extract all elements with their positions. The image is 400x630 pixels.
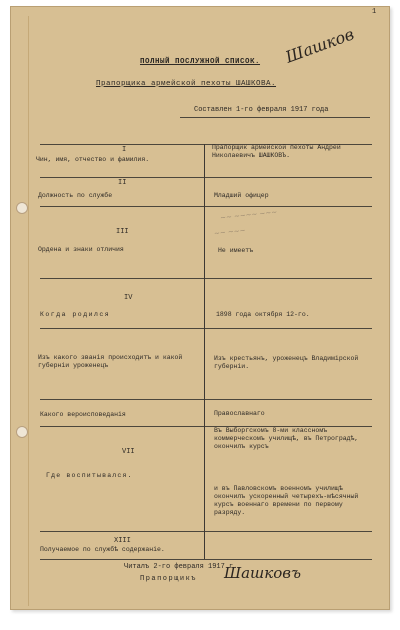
table-row-divider xyxy=(40,206,372,207)
row-label: Получаемое по службѣ содержаніе. xyxy=(40,546,165,553)
row-label: Где воспитывался. xyxy=(46,472,133,479)
row-label: Ордена и знаки отличия xyxy=(38,246,124,253)
row-value: Прапорщик армейской пехоты Андрей Николаевичъ ШАШКОВЪ. xyxy=(212,144,341,159)
footer-read-date: Читалъ 2-го февраля 1917 г. xyxy=(124,563,238,571)
row-numeral: XIII xyxy=(114,537,131,545)
document-subtitle: Прапорщика армейской пехоты ШАШКОВА. xyxy=(95,80,277,88)
row-value: Православнаго xyxy=(214,410,265,417)
row-value-continued: и въ Павловскомъ военномъ училищѣ окончилъ ускоренный четырехъ-мѣсячный курсъ военнаго времени по первому разряду. xyxy=(214,485,359,516)
faint-handwriting: ~~ ~~~ xyxy=(213,226,246,238)
document-page xyxy=(10,6,390,610)
top-signature: Шашков xyxy=(282,24,357,67)
row-value: Въ Выборгскомъ 8-ми классномъ коммерческомъ училищѣ, въ Петроградѣ, окончилъ курсъ xyxy=(214,427,359,450)
page-number: 1 xyxy=(372,8,377,16)
row-value: Изъ крестьянъ, уроженецъ Владимірской губерніи. xyxy=(214,355,359,370)
row-numeral: VII xyxy=(122,448,135,456)
row-label: Чин, имя, отчество и фамилия. xyxy=(36,156,150,163)
table-row-divider xyxy=(40,177,372,178)
table-row-divider xyxy=(40,531,372,532)
row-label: Должность по службе xyxy=(38,192,113,199)
table-row-divider xyxy=(40,278,372,279)
table-bottom-border xyxy=(40,559,372,560)
row-numeral: II xyxy=(118,179,127,187)
binding-hole xyxy=(16,202,28,214)
header-underline xyxy=(180,117,370,118)
row-value: 1898 года октября 12-го. xyxy=(216,311,310,318)
table-row-divider xyxy=(40,399,372,400)
row-label: Изъ какого званія происходитъ и какой губерніи уроженецъ xyxy=(38,354,183,369)
row-label: Когда родился xyxy=(40,311,111,318)
row-numeral: III xyxy=(116,228,129,236)
document-title: ПОЛНЫЙ ПОСЛУЖНОЙ СПИСОК. xyxy=(139,58,261,66)
compiled-date: Составлен 1-го февраля 1917 года xyxy=(194,106,329,114)
page-fold xyxy=(18,16,29,606)
footer-signature: Шашковъ xyxy=(224,564,301,582)
faint-handwriting: ~~ ~~~~ ~~~ xyxy=(219,208,278,222)
row-value: Младший офицер xyxy=(214,192,269,199)
row-label: Какого вероисповеданія xyxy=(40,411,126,418)
row-numeral: IV xyxy=(124,294,133,302)
row-value: Не имеетъ xyxy=(218,247,254,254)
binding-hole xyxy=(16,426,28,438)
row-numeral: I xyxy=(122,146,127,154)
footer-rank: Прапорщикъ xyxy=(140,575,198,583)
table-row-divider xyxy=(40,328,372,329)
